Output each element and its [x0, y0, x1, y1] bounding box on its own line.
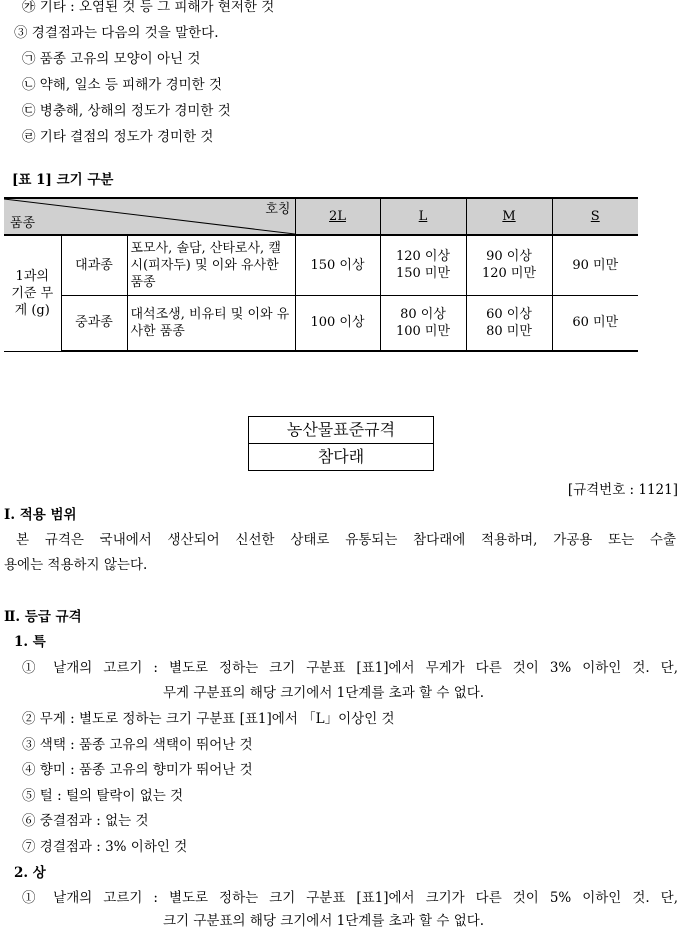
diagonal-line [4, 199, 295, 234]
list-item: 크기 구분표의 해당 크기에서 1단계를 초과 할 수 없다. [163, 913, 485, 929]
list-item: ㉣ 기타 결점의 정도가 경미한 것 [22, 129, 214, 145]
column-header: 2L [295, 198, 380, 235]
spec-number: [규격번호 : 1121] [567, 482, 678, 498]
section-body: 본 규격은 국내에서 생산되어 신선한 상태로 유통되는 참다래에 적용하며, 가공용 또는 수출 [16, 532, 676, 548]
table-cell: 120 이상 150 미만 [380, 235, 466, 295]
grade-heading: 2. 상 [14, 865, 46, 881]
list-item: ㉢ 병충해, 상해의 정도가 경미한 것 [22, 103, 231, 119]
corner-bottom-label: 품종 [10, 216, 36, 231]
section-heading: Ⅰ. 적용 범위 [4, 507, 77, 523]
table-cell: 60 이상 80 미만 [466, 295, 552, 351]
table-cell: 90 미만 [552, 235, 638, 295]
product-title: 참다래 [249, 443, 433, 470]
list-item: ③ 경결점과는 다음의 것을 말한다. [14, 25, 219, 41]
grade-heading: 1. 특 [14, 634, 46, 650]
table-cell: 90 이상 120 미만 [466, 235, 552, 295]
list-item: ② 무게 : 별도로 정하는 크기 구분표 [표1]에서 「L」이상인 것 [22, 711, 395, 727]
section-heading: Ⅱ. 등급 규격 [4, 609, 82, 625]
list-item: ⑤ 털 : 털의 탈락이 없는 것 [22, 788, 184, 804]
table-caption: [표 1] 크기 구분 [12, 172, 114, 188]
list-item: ㉮ 기타 : 오염된 것 등 그 피해가 현저한 것 [22, 0, 275, 15]
list-item: 무게 구분표의 해당 크기에서 1단계를 초과 할 수 없다. [163, 685, 485, 701]
table-cell: 60 미만 [552, 295, 638, 351]
category-cell: 대과종 [61, 235, 127, 295]
row-group-label: 1과의 기준 무게 (g) [4, 235, 61, 351]
varieties-cell: 포모사, 솔담, 산타로사, 캘시(피자두) 및 이와 유사한 품종 [127, 235, 295, 295]
table-cell: 100 이상 [295, 295, 380, 351]
standard-title: 농산물표준규격 [286, 420, 396, 439]
table-cell: 80 이상 100 미만 [380, 295, 466, 351]
column-header: L [380, 198, 466, 235]
size-table [4, 197, 638, 352]
standard-title-box [248, 416, 434, 471]
list-item: ㉡ 약해, 일소 등 피해가 경미한 것 [22, 77, 223, 93]
list-item: ㉠ 품종 고유의 모양이 아닌 것 [22, 51, 201, 67]
section-body: 용에는 적용하지 않는다. [4, 557, 148, 573]
varieties-cell: 대석조생, 비유티 및 이와 유사한 품종 [127, 295, 295, 351]
category-cell: 중과종 [61, 295, 127, 351]
table-corner-cell [4, 198, 295, 235]
table-cell: 150 이상 [295, 235, 380, 295]
corner-top-label: 호칭 [265, 202, 291, 217]
list-item: ⑦ 경결점과 : 3% 이하인 것 [22, 839, 188, 855]
column-header: M [466, 198, 552, 235]
list-item: ③ 색택 : 품종 고유의 색택이 뛰어난 것 [22, 737, 253, 753]
list-item: ① 낱개의 고르기 : 별도로 정하는 크기 구분표 [표1]에서 무게가 다른 것이 3% 이하인 것. 단, [22, 660, 678, 676]
list-item: ① 낱개의 고르기 : 별도로 정하는 크기 구분표 [표1]에서 크기가 다른 것이 5% 이하인 것. 단, [22, 890, 678, 906]
list-item: ④ 향미 : 품종 고유의 향미가 뛰어난 것 [22, 762, 253, 778]
list-item: ⑥ 중결점과 : 없는 것 [22, 813, 149, 829]
column-header: S [552, 198, 638, 235]
